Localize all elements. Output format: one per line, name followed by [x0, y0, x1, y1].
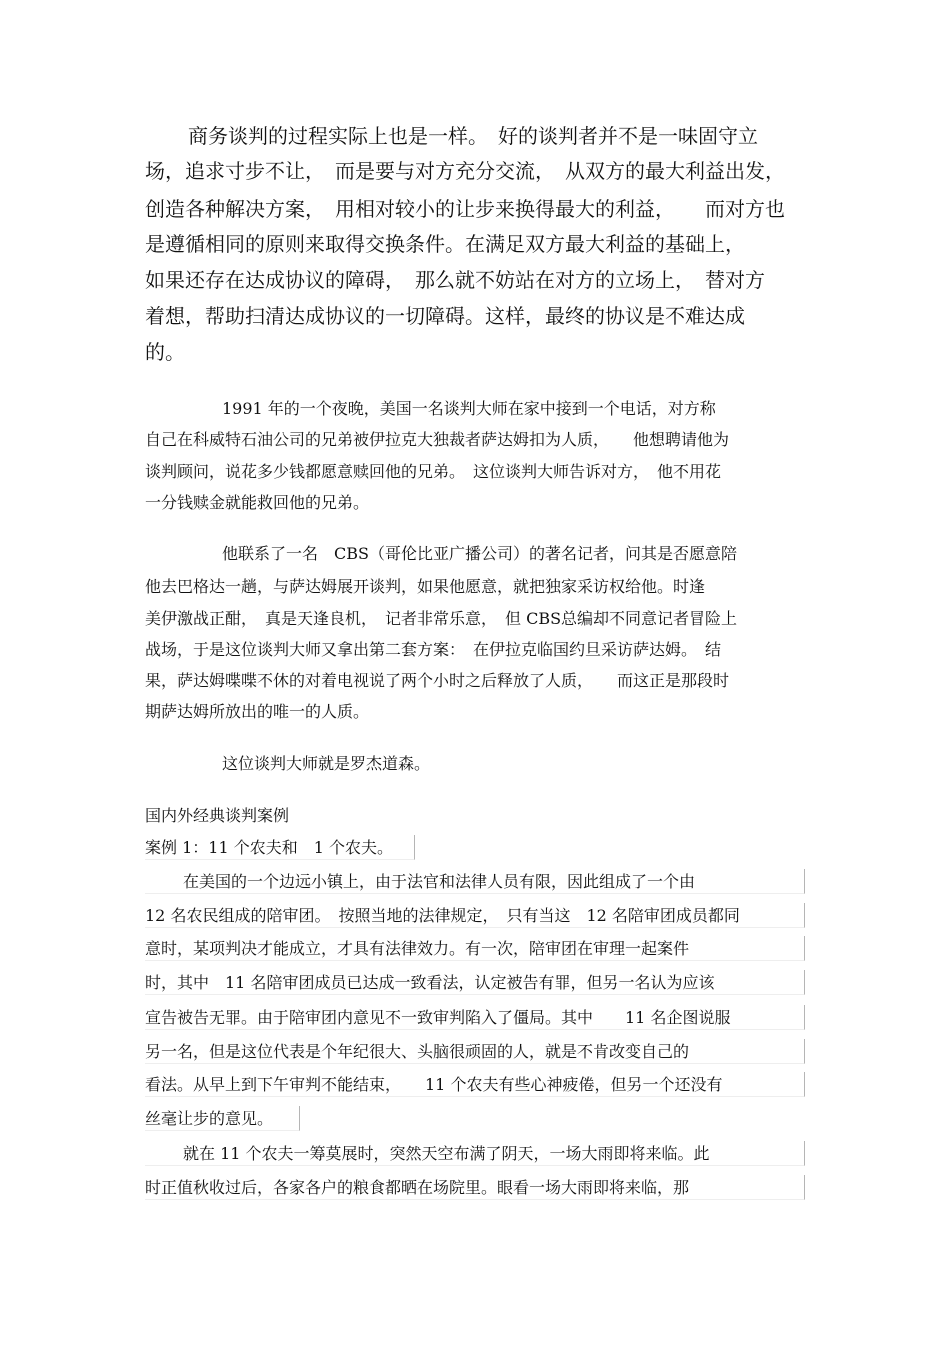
story-line: 他联系了一名 CBS（哥伦比亚广播公司）的著名记者，问其是否愿意陪 [222, 544, 737, 563]
case-line: 宣告被告无罪。由于陪审团内意见不一致审判陷入了僵局。其中 11 名企图说服 [145, 1005, 805, 1030]
intro-line: 着想，帮助扫清达成协议的一切障碍。这样，最终的协议是不难达成 [145, 304, 745, 328]
story-line: 一分钱赎金就能救回他的兄弟。 [145, 493, 370, 512]
case-title: 案例 1：11 个农夫和 1 个农夫。 [145, 835, 415, 860]
case-line: 就在 11 个农夫一筹莫展时，突然天空布满了阴天，一场大雨即将来临。此 [145, 1141, 805, 1166]
intro-line: 是遵循相同的原则来取得交换条件。在满足双方最大利益的基础上， [145, 232, 745, 256]
section-title: 国内外经典谈判案例 [145, 806, 290, 825]
story-line: 这位谈判大师就是罗杰道森。 [222, 754, 431, 773]
story-line: 期萨达姆所放出的唯一的人质。 [145, 702, 370, 721]
intro-line: 场，追求寸步不让， 而是要与对方充分交流， 从双方的最大利益出发， [145, 159, 785, 183]
story-line: 谈判顾问，说花多少钱都愿意赎回他的兄弟。 这位谈判大师告诉对方， 他不用花 [145, 462, 722, 481]
story-line: 美伊激战正酣， 真是天逢良机， 记者非常乐意， 但 CBS总编却不同意记者冒险上 [145, 609, 738, 628]
case-line: 12 名农民组成的陪审团。 按照当地的法律规定， 只有当这 12 名陪审团成员都同 [145, 903, 805, 928]
intro-line: 如果还存在达成协议的障碍， 那么就不妨站在对方的立场上， 替对方 [145, 268, 765, 292]
intro-line: 的。 [145, 340, 185, 364]
case-line: 另一名，但是这位代表是个年纪很大、头脑很顽固的人，就是不肯改变自己的 [145, 1039, 805, 1064]
case-line: 看法。从早上到下午审判不能结束， 11 个农夫有些心神疲倦，但另一个还没有 [145, 1072, 805, 1097]
story-line: 1991 年的一个夜晚，美国一名谈判大师在家中接到一个电话，对方称 [222, 399, 716, 418]
case-line: 在美国的一个边远小镇上，由于法官和法律人员有限，因此组成了一个由 [145, 869, 805, 894]
story-line: 果，萨达姆喋喋不休的对着电视说了两个小时之后释放了人质， 而这正是那段时 [145, 671, 730, 690]
story-line: 他去巴格达一趟，与萨达姆展开谈判，如果他愿意，就把独家采访权给他。时逢 [145, 577, 706, 596]
case-line: 丝毫让步的意见。 [145, 1106, 300, 1131]
intro-line: 创造各种解决方案， 用相对较小的让步来换得最大的利益， 而对方也 [145, 197, 785, 221]
case-line: 时正值秋收过后，各家各户的粮食都晒在场院里。眼看一场大雨即将来临，那 [145, 1175, 805, 1200]
case-line: 意时，某项判决才能成立，才具有法律效力。有一次，陪审团在审理一起案件 [145, 936, 805, 961]
case-line: 时，其中 11 名陪审团成员已达成一致看法，认定被告有罪，但另一名认为应该 [145, 970, 805, 995]
story-line: 战场，于是这位谈判大师又拿出第二套方案： 在伊拉克临国约旦采访萨达姆。 结 [145, 640, 722, 659]
story-line: 自己在科威特石油公司的兄弟被伊拉克大独裁者萨达姆扣为人质， 他想聘请他为 [145, 430, 730, 449]
intro-line: 商务谈判的过程实际上也是一样。 好的谈判者并不是一味固守立 [188, 124, 758, 148]
